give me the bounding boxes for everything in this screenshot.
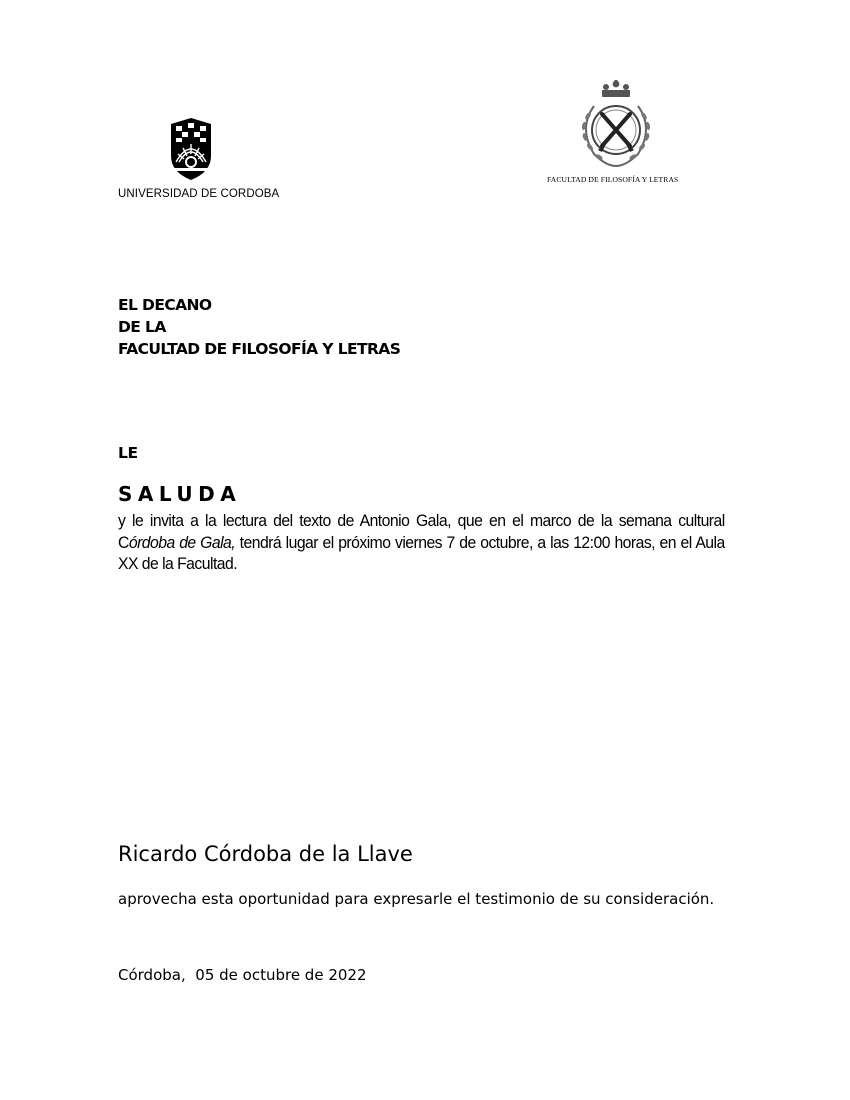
- greeting-le: LE: [118, 444, 138, 462]
- heading-line-3: FACULTAD DE FILOSOFÍA Y LETRAS: [118, 340, 401, 358]
- faculty-crest-icon: [572, 80, 660, 172]
- signer-name: Ricardo Córdoba de la Llave: [118, 842, 413, 866]
- invitation-text-after: tendrá lugar el próximo viernes 7 de octubre, a las 12:00 horas, en el Aula XX de la Facultad.: [118, 533, 725, 573]
- closing-paragraph: aprovecha esta oportunidad para expresarle el testimonio de su consideración.: [118, 890, 715, 908]
- university-emblem-icon: [166, 118, 216, 180]
- invitation-event-title: órdoba de Gala,: [128, 533, 236, 552]
- heading-line-2: DE LA: [118, 318, 166, 336]
- heading-line-1: EL DECANO: [118, 296, 212, 314]
- sender-heading: [118, 294, 400, 360]
- invitation-paragraph: [118, 511, 725, 576]
- faculty-name: FACULTAD DE FILOSOFÍA Y LETRAS: [547, 175, 679, 184]
- university-name: UNIVERSIDAD DE CORDOBA: [118, 188, 280, 200]
- invitation-text-before: y le invita a la lectura del texto de Antonio Gala, que en el marco de la semana cultural C: [118, 512, 725, 552]
- greeting-saluda: SALUDA: [118, 482, 242, 506]
- place-and-date: Córdoba, 05 de octubre de 2022: [118, 966, 367, 984]
